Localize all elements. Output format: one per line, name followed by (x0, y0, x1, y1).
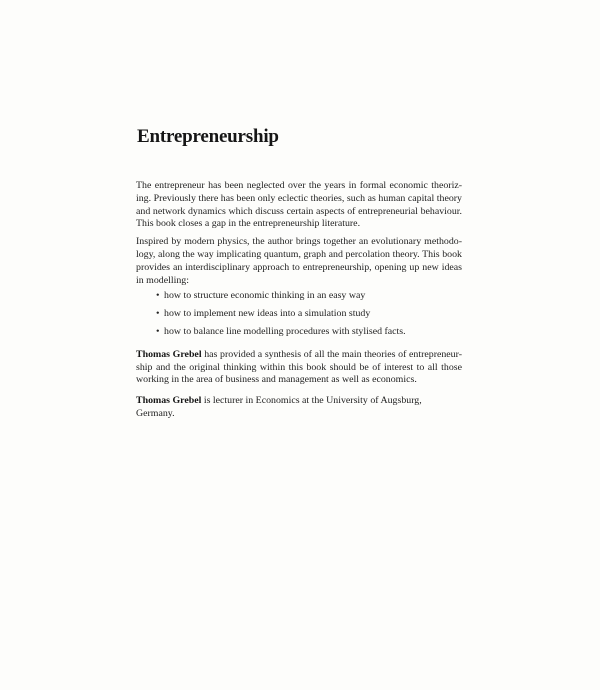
list-item (136, 308, 462, 321)
list-item (136, 290, 462, 303)
bullet-icon: • (156, 290, 160, 302)
list-item-text: how to structure economic thinking in an easy way (164, 290, 366, 302)
text-line: in modelling: (136, 274, 189, 286)
bullet-icon: • (156, 308, 160, 320)
text-line: ship and the original thinking within this book should be of interest to all those (136, 361, 462, 373)
paragraph-author-bio (136, 395, 462, 421)
text-line: Inspired by modern physics, the author brings together an evolutionary methodo- (136, 236, 462, 248)
text-line (136, 349, 462, 362)
text-line: This book closes a gap in the entrepreneurship literature. (136, 218, 361, 230)
text-line: Germany. (136, 407, 175, 419)
text-line: ing. Previously there has been only eclectic theories, such as human capital theory (136, 192, 462, 204)
text-segment: has provided a synthesis of all the main theories of entrepreneur- (201, 348, 463, 360)
text-line: working in the area of business and management as well as economics. (136, 374, 417, 386)
author-name: Thomas Grebel (136, 395, 202, 407)
text-line: and network dynamics which discuss certain aspects of entrepreneurial behaviour. (136, 205, 462, 217)
list-item-text: how to implement new ideas into a simulation study (164, 308, 371, 320)
paragraph-intro (136, 180, 462, 231)
text-line: The entrepreneur has been neglected over the years in formal economic theoriz- (136, 180, 462, 191)
text-line: provides an interdisciplinary approach to entrepreneurship, opening up new ideas (136, 261, 462, 273)
book-description (136, 127, 462, 421)
text-line (136, 395, 462, 408)
feature-list (136, 290, 462, 338)
paragraph-author-summary (136, 349, 462, 387)
list-item (136, 326, 462, 339)
text-line: logy, along the way implicating quantum, graph and percolation theory. This book (136, 248, 462, 260)
list-item-text: how to balance line modelling procedures with stylised facts. (164, 325, 406, 337)
bullet-icon: • (156, 325, 160, 337)
paragraph-methodology (136, 236, 462, 287)
text-segment: is lecturer in Economics at the University of Augsburg, (201, 395, 422, 407)
book-title: Entrepreneurship (137, 126, 279, 147)
author-name: Thomas Grebel (136, 348, 202, 360)
